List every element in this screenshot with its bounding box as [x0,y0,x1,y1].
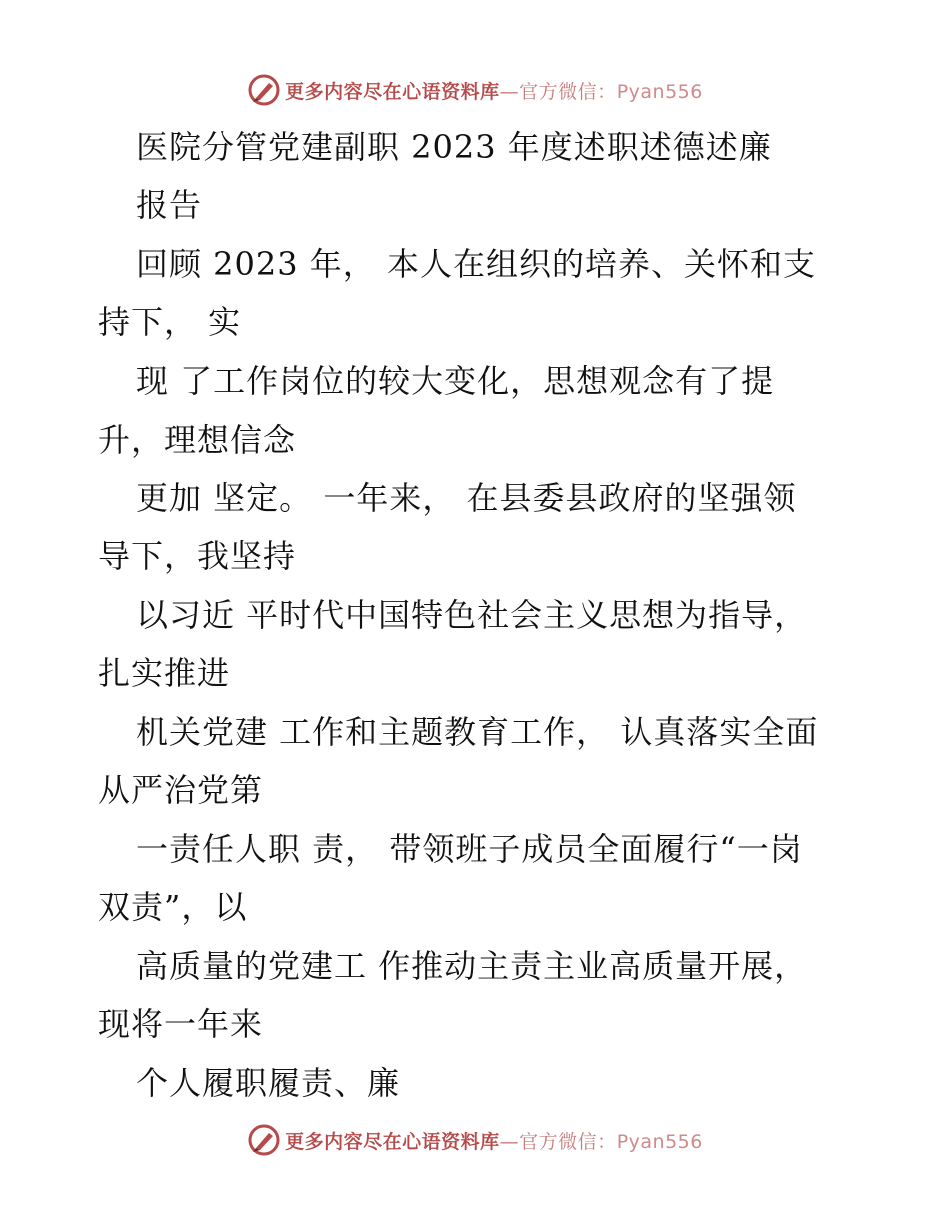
banner-site-text: 更多内容尽在心语资料库 [285,1130,500,1153]
document-title-line-1: 医院分管党建副职 2023 年度述职述德述廉 [136,128,772,166]
body-line: 一责任人职 责， 带领班子成员全面履行“一岗 [136,830,803,868]
body-line: 导下，我坚持 [98,537,297,575]
banner-wechat-id: Pyan556 [616,80,703,103]
document-title-line-2: 报告 [136,186,203,224]
body-line: 机关党建 工作和主题教育工作， 认真落实全面 [136,713,819,751]
pen-logo-icon [247,1123,281,1157]
body-line: 升，理想信念 [98,421,297,459]
body-line: 个人履职履责、廉 [136,1064,401,1102]
body-line: 现 了工作岗位的较大变化，思想观念有了提 [136,362,775,400]
banner-dash: — [499,80,520,103]
footer-watermark-banner [0,1120,950,1160]
body-line: 现将一年来 [98,1005,264,1043]
body-line: 持下， 实 [98,303,242,341]
banner-wechat-id: Pyan556 [616,1130,703,1153]
body-line: 从严治党第 [98,771,264,809]
banner-wechat-label: 官方微信： [519,1130,617,1153]
body-line: 回顾 2023 年， 本人在组织的培养、关怀和支 [136,245,816,283]
body-line: 高质量的党建工 作推动主责主业高质量开展， [136,947,808,985]
banner-wechat-label: 官方微信： [519,80,617,103]
body-line: 更加 坚定。 一年来， 在县委县政府的坚强领 [136,479,797,517]
header-watermark-banner [0,70,950,110]
banner-dash: — [499,1130,520,1153]
body-line: 双责”，以 [98,888,248,926]
body-line: 以习近 平时代中国特色社会主义思想为指导， [136,596,808,634]
body-line: 扎实推进 [98,654,231,692]
banner-site-text: 更多内容尽在心语资料库 [285,80,500,103]
pen-logo-icon [247,73,281,107]
